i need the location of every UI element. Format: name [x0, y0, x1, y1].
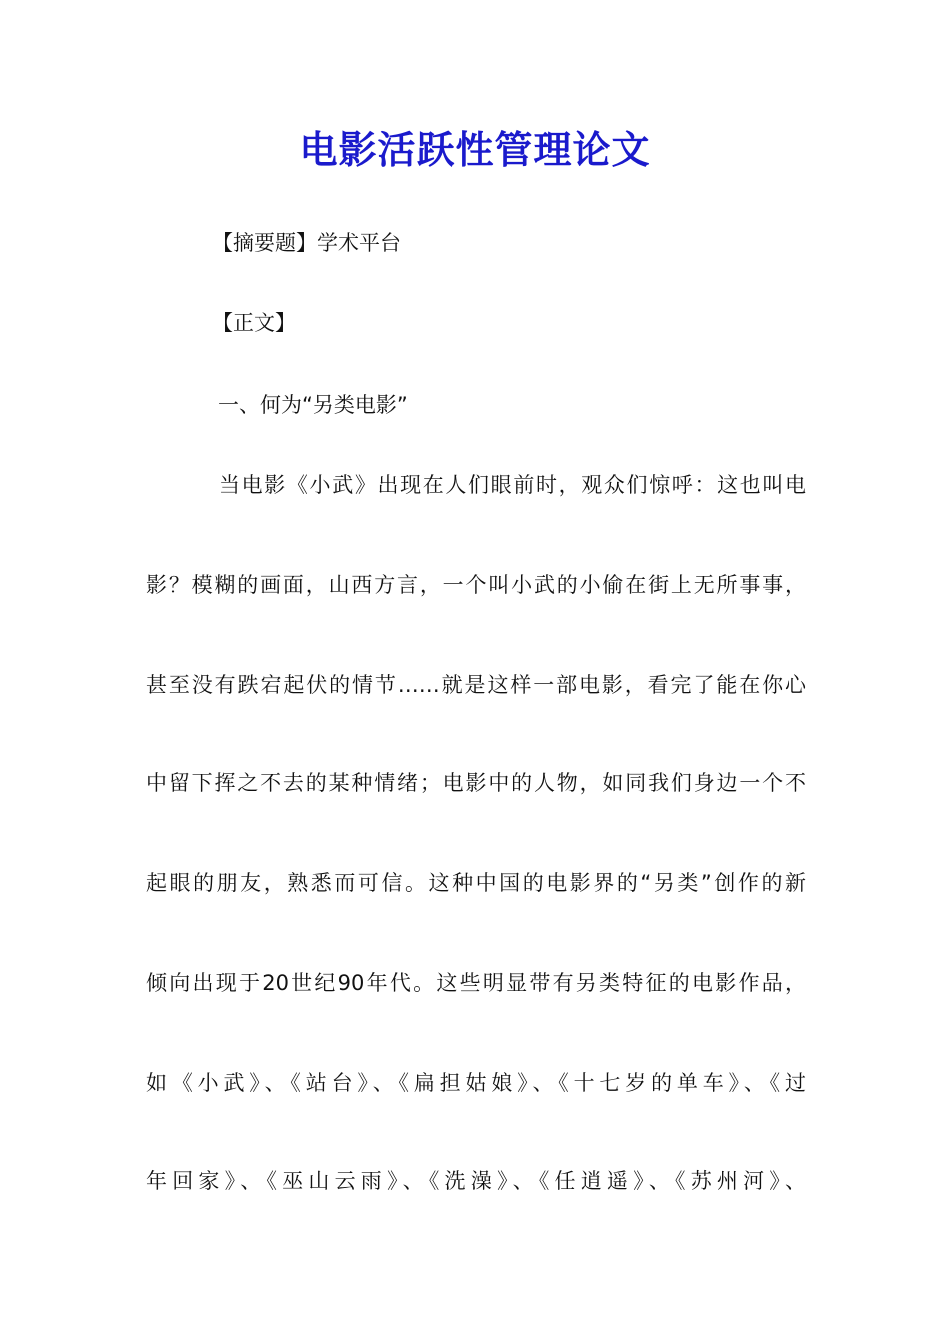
paragraph-line: 起眼的朋友，熟悉而可信。这种中国的电影界的“另类”创作的新	[146, 871, 806, 895]
body-label: 【正文】	[212, 311, 296, 335]
paragraph-line: 年回家》、《巫山云雨》、《洗澡》、《任逍遥》、《苏州河》、	[146, 1169, 806, 1193]
abstract-label: 【摘要题】学术平台	[212, 231, 401, 255]
section-heading: 一、何为“另类电影”	[218, 393, 408, 417]
paragraph-line: 甚至没有跌宕起伏的情节……就是这样一部电影，看完了能在你心	[146, 673, 806, 697]
paragraph-line: 如《小武》、《站台》、《扁担姑娘》、《十七岁的单车》、《过	[146, 1071, 806, 1095]
paragraph-line: 中留下挥之不去的某种情绪；电影中的人物，如同我们身边一个不	[146, 771, 806, 795]
paragraph-line: 当电影《小武》出现在人们眼前时，观众们惊呼：这也叫电	[219, 473, 806, 497]
paragraph-line: 影？模糊的画面，山西方言，一个叫小武的小偷在街上无所事事，	[146, 573, 806, 597]
document-title: 电影活跃性管理论文	[299, 127, 651, 172]
paragraph-line: 倾向出现于20世纪90年代。这些明显带有另类特征的电影作品，	[146, 971, 806, 995]
